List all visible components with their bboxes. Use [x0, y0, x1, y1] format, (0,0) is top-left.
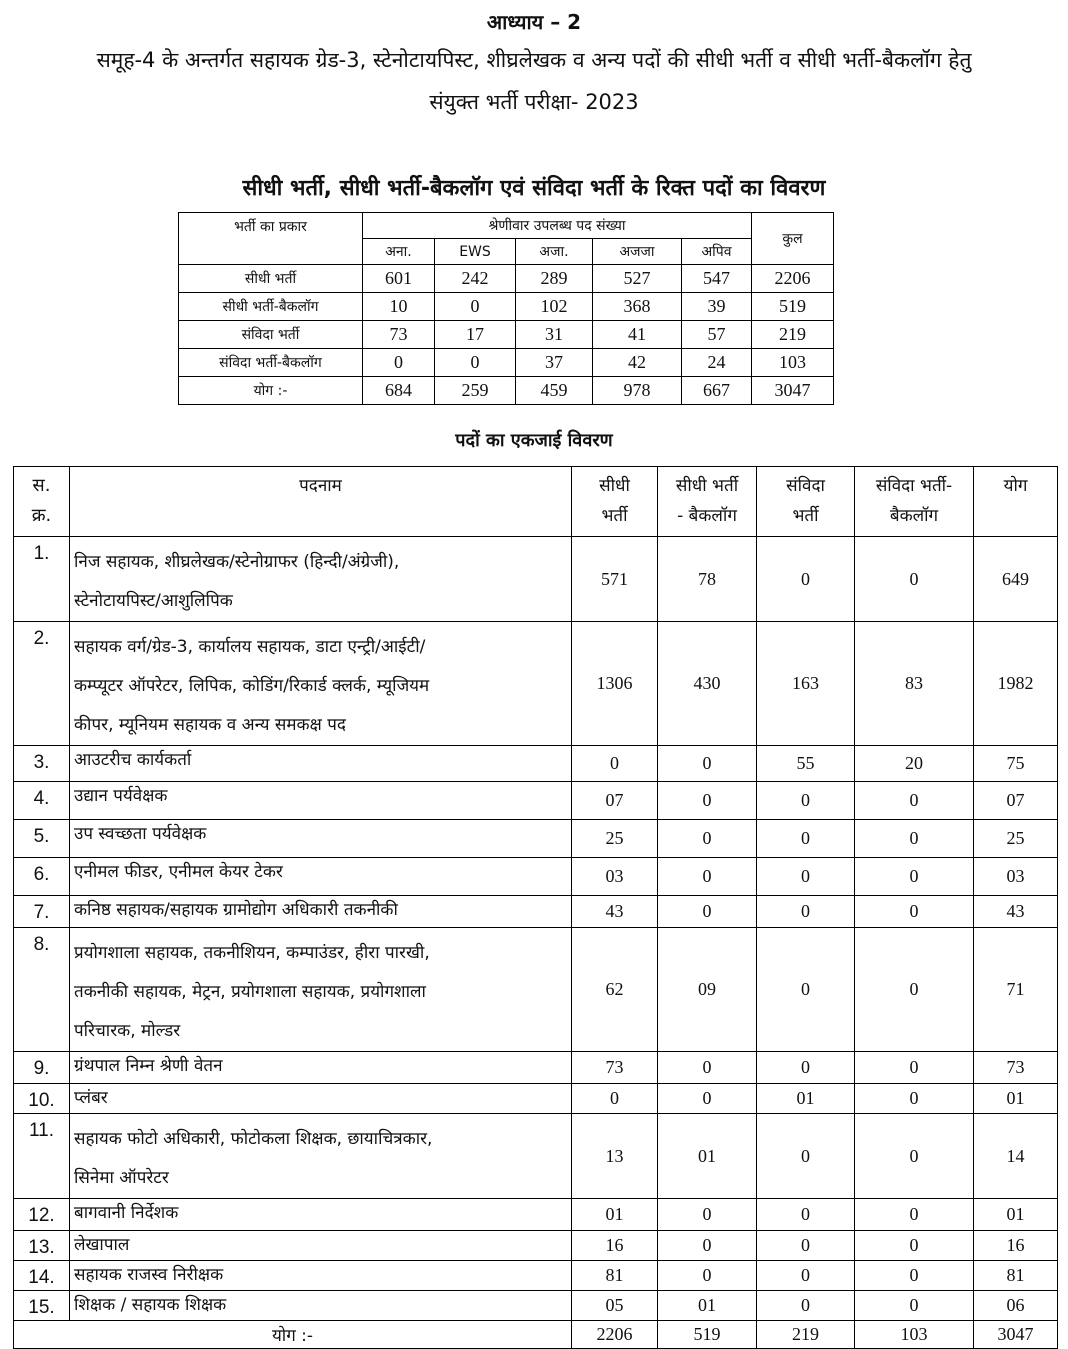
post-count: 0 — [855, 896, 974, 928]
summary-cell: 17 — [435, 321, 516, 349]
summary-cell: 527 — [593, 265, 682, 293]
details-table-title: पदों का एकजाई विवरण — [455, 430, 613, 451]
summary-cell: 601 — [363, 265, 435, 293]
header-line: भर्ती — [601, 506, 628, 526]
post-serial: 13. — [14, 1231, 70, 1261]
post-count: 0 — [757, 896, 855, 928]
post-row — [14, 928, 1058, 1052]
post-count: 43 — [974, 896, 1058, 928]
summary-category: अपिव — [682, 239, 752, 265]
post-row — [14, 1291, 1058, 1321]
post-count: 01 — [658, 1114, 757, 1199]
summary-row — [179, 293, 834, 321]
post-count: 81 — [572, 1261, 658, 1291]
post-serial: 6. — [14, 858, 70, 896]
summary-cell: 259 — [435, 377, 516, 405]
post-name — [70, 1084, 572, 1114]
post-serial: 4. — [14, 782, 70, 820]
post-count: 649 — [974, 537, 1058, 622]
post-count: 1982 — [974, 622, 1058, 746]
summary-cell: 39 — [682, 293, 752, 321]
post-name — [70, 858, 572, 896]
header-line: सीधी भर्ती — [675, 476, 739, 496]
summary-row-label: सीधी भर्ती-बैकलॉग — [179, 293, 363, 321]
post-count: 16 — [572, 1231, 658, 1261]
post-count: 0 — [572, 1084, 658, 1114]
post-row — [14, 820, 1058, 858]
summary-cell: 24 — [682, 349, 752, 377]
post-name — [70, 782, 572, 820]
post-name-line: उप स्वच्छता पर्यवेक्षक — [74, 824, 207, 844]
post-name — [70, 1261, 572, 1291]
post-count: 01 — [757, 1084, 855, 1114]
post-count: 0 — [757, 1291, 855, 1321]
post-count: 0 — [757, 858, 855, 896]
summary-cell: 459 — [516, 377, 593, 405]
summary-row-total: 2206 — [752, 265, 834, 293]
post-row — [14, 1084, 1058, 1114]
post-name-line: कनिष्ठ सहायक/सहायक ग्रामोद्योग अधिकारी तकनीकी — [74, 900, 398, 920]
summary-cell: 57 — [682, 321, 752, 349]
post-name — [70, 928, 572, 1052]
post-count: 0 — [658, 746, 757, 782]
details-table — [13, 466, 1058, 1349]
post-count: 07 — [572, 782, 658, 820]
post-count: 0 — [658, 1052, 757, 1084]
post-count: 1306 — [572, 622, 658, 746]
post-count: 0 — [658, 896, 757, 928]
post-row — [14, 746, 1058, 782]
post-name-line: कीपर, म्यूनियम सहायक व अन्य समकक्ष पद — [74, 715, 346, 735]
post-count: 0 — [658, 858, 757, 896]
post-count: 01 — [572, 1199, 658, 1231]
summary-cell: 37 — [516, 349, 593, 377]
header-serial-line: स. — [32, 475, 51, 496]
post-name-line: एनीमल फीडर, एनीमल केयर टेकर — [74, 862, 283, 882]
summary-cell: 289 — [516, 265, 593, 293]
post-count: 0 — [757, 1231, 855, 1261]
summary-category: अना. — [363, 239, 435, 265]
post-row — [14, 782, 1058, 820]
post-count: 0 — [658, 782, 757, 820]
chapter-heading: आध्याय – 2 — [486, 10, 582, 34]
header-contract — [757, 467, 855, 537]
post-name-line: कम्प्यूटर ऑपरेटर, लिपिक, कोडिंग/रिकार्ड क्लर्क, म्यूजियम — [74, 676, 430, 696]
post-count: 13 — [572, 1114, 658, 1199]
post-count: 09 — [658, 928, 757, 1052]
header-serial — [14, 467, 70, 537]
summary-cell: 31 — [516, 321, 593, 349]
post-count: 430 — [658, 622, 757, 746]
header-contract-backlog — [855, 467, 974, 537]
post-count: 163 — [757, 622, 855, 746]
post-count: 20 — [855, 746, 974, 782]
post-count: 0 — [658, 1231, 757, 1261]
post-serial: 3. — [14, 746, 70, 782]
summary-cell: 73 — [363, 321, 435, 349]
post-count: 73 — [572, 1052, 658, 1084]
summary-header-type: भर्ती का प्रकार — [179, 213, 363, 265]
post-name-line: उद्यान पर्यवेक्षक — [74, 786, 168, 806]
post-count: 0 — [757, 820, 855, 858]
summary-row — [179, 349, 834, 377]
post-row — [14, 1114, 1058, 1199]
post-name-line: निज सहायक, शीघ्रलेखक/स्टेनोग्राफर (हिन्दी/अंग्रेजी), — [74, 552, 400, 572]
summary-cell: 0 — [363, 349, 435, 377]
header-line: सीधी — [599, 476, 630, 496]
header-line: भर्ती — [792, 506, 819, 526]
post-row — [14, 896, 1058, 928]
summary-cell: 102 — [516, 293, 593, 321]
post-name — [70, 1231, 572, 1261]
post-name-line: परिचारक, मोल्डर — [74, 1021, 181, 1041]
post-row — [14, 1052, 1058, 1084]
summary-table — [178, 212, 834, 405]
summary-cell: 368 — [593, 293, 682, 321]
summary-row-total: 3047 — [752, 377, 834, 405]
post-count: 0 — [757, 1052, 855, 1084]
summary-cell: 0 — [435, 349, 516, 377]
details-total-value: 219 — [757, 1321, 855, 1349]
post-name-line: सहायक फोटो अधिकारी, फोटोकला शिक्षक, छायाचित्रकार, — [74, 1129, 433, 1149]
post-serial: 9. — [14, 1052, 70, 1084]
post-count: 0 — [757, 1199, 855, 1231]
post-count: 0 — [855, 1114, 974, 1199]
details-total-value: 2206 — [572, 1321, 658, 1349]
header-serial-line: क्र. — [31, 505, 52, 526]
post-name-line: ग्रंथपाल निम्न श्रेणी वेतन — [74, 1056, 223, 1076]
summary-row-label: सीधी भर्ती — [179, 265, 363, 293]
summary-category: अजा. — [516, 239, 593, 265]
header-post: पदनाम — [70, 467, 572, 537]
post-count: 571 — [572, 537, 658, 622]
post-row — [14, 858, 1058, 896]
post-name-line: बागवानी निर्देशक — [74, 1203, 179, 1223]
post-count: 07 — [974, 782, 1058, 820]
post-count: 0 — [757, 1261, 855, 1291]
post-name — [70, 1199, 572, 1231]
summary-row-total: 219 — [752, 321, 834, 349]
post-row — [14, 622, 1058, 746]
post-serial: 11. — [14, 1114, 70, 1199]
post-count: 0 — [757, 928, 855, 1052]
post-name-line: तकनीकी सहायक, मेट्रन, प्रयोगशाला सहायक, प्रयोगशाला — [74, 982, 426, 1002]
summary-row-label: संविदा भर्ती-बैकलॉग — [179, 349, 363, 377]
post-serial: 12. — [14, 1199, 70, 1231]
post-count: 0 — [757, 1114, 855, 1199]
details-total-value: 103 — [855, 1321, 974, 1349]
post-serial: 1. — [14, 537, 70, 622]
summary-row-total: 519 — [752, 293, 834, 321]
post-name-line: सहायक वर्ग/ग्रेड-3, कार्यालय सहायक, डाटा एन्ट्री/आईटी/ — [74, 637, 426, 657]
summary-cell: 41 — [593, 321, 682, 349]
header-line: संविदा — [786, 476, 825, 496]
post-count: 0 — [855, 1231, 974, 1261]
post-serial: 7. — [14, 896, 70, 928]
header-line: - बैकलॉग — [677, 506, 737, 526]
post-serial: 10. — [14, 1084, 70, 1114]
post-count: 01 — [658, 1291, 757, 1321]
post-name-line: प्रयोगशाला सहायक, तकनीशियन, कम्पाउंडर, हीरा पारखी, — [74, 943, 430, 963]
post-serial: 2. — [14, 622, 70, 746]
post-name-line: शिक्षक / सहायक शिक्षक — [74, 1295, 227, 1315]
summary-cell: 978 — [593, 377, 682, 405]
post-row — [14, 537, 1058, 622]
post-name-line: आउटरीच कार्यकर्ता — [74, 750, 192, 770]
post-count: 73 — [974, 1052, 1058, 1084]
post-count: 01 — [974, 1084, 1058, 1114]
post-count: 0 — [658, 1261, 757, 1291]
post-count: 0 — [855, 858, 974, 896]
post-name — [70, 896, 572, 928]
summary-cell: 547 — [682, 265, 752, 293]
post-count: 16 — [974, 1231, 1058, 1261]
header-direct-backlog — [658, 467, 757, 537]
post-serial: 15. — [14, 1291, 70, 1321]
post-count: 0 — [855, 820, 974, 858]
post-count: 0 — [658, 1084, 757, 1114]
post-name-line: लेखापाल — [74, 1235, 130, 1255]
header-direct — [572, 467, 658, 537]
post-count: 0 — [855, 1291, 974, 1321]
post-count: 0 — [855, 1199, 974, 1231]
post-count: 71 — [974, 928, 1058, 1052]
summary-cell: 684 — [363, 377, 435, 405]
summary-row — [179, 265, 834, 293]
summary-cell: 242 — [435, 265, 516, 293]
post-count: 0 — [855, 928, 974, 1052]
post-name — [70, 537, 572, 622]
post-name-line: सिनेमा ऑपरेटर — [74, 1168, 169, 1188]
post-count: 06 — [974, 1291, 1058, 1321]
post-count: 81 — [974, 1261, 1058, 1291]
post-count: 03 — [974, 858, 1058, 896]
exam-title-line-1: समूह-4 के अन्तर्गत सहायक ग्रेड-3, स्टेनोटायपिस्ट, शीघ्रलेखक व अन्य पदों की सीधी भर्ती व सीधी भर्ती-बैकलॉग हेतु — [96, 48, 972, 72]
post-name — [70, 1291, 572, 1321]
post-count: 05 — [572, 1291, 658, 1321]
post-count: 62 — [572, 928, 658, 1052]
post-name-line: सहायक राजस्व निरीक्षक — [74, 1265, 224, 1285]
header-line: संविदा भर्ती- — [875, 476, 953, 496]
summary-row-total: 103 — [752, 349, 834, 377]
post-count: 0 — [572, 746, 658, 782]
post-count: 25 — [974, 820, 1058, 858]
post-name — [70, 1114, 572, 1199]
summary-cell: 0 — [435, 293, 516, 321]
post-count: 0 — [855, 1261, 974, 1291]
post-count: 0 — [658, 820, 757, 858]
post-count: 0 — [855, 537, 974, 622]
header-line: बैकलॉग — [889, 506, 939, 526]
post-count: 43 — [572, 896, 658, 928]
post-count: 0 — [855, 1084, 974, 1114]
summary-category: अजजा — [593, 239, 682, 265]
post-count: 0 — [855, 782, 974, 820]
post-name — [70, 1052, 572, 1084]
post-serial: 5. — [14, 820, 70, 858]
post-count: 03 — [572, 858, 658, 896]
summary-header-total: कुल — [752, 213, 834, 265]
post-count: 14 — [974, 1114, 1058, 1199]
post-name-line: स्टेनोटायपिस्ट/आशुलिपिक — [74, 591, 233, 611]
post-serial: 8. — [14, 928, 70, 1052]
post-count: 0 — [658, 1199, 757, 1231]
summary-row — [179, 321, 834, 349]
details-total-value: 3047 — [974, 1321, 1058, 1349]
post-row — [14, 1231, 1058, 1261]
post-count: 0 — [757, 537, 855, 622]
summary-cell: 10 — [363, 293, 435, 321]
details-total-label: योग :- — [14, 1321, 572, 1349]
summary-row-label: योग :- — [179, 377, 363, 405]
post-count: 01 — [974, 1199, 1058, 1231]
summary-row — [179, 377, 834, 405]
exam-title-line-2: संयुक्त भर्ती परीक्षा- 2023 — [429, 90, 639, 114]
details-total-value: 519 — [658, 1321, 757, 1349]
post-count: 78 — [658, 537, 757, 622]
post-count: 75 — [974, 746, 1058, 782]
summary-table-title: सीधी भर्ती, सीधी भर्ती-बैकलॉग एवं संविदा भर्ती के रिक्त पदों का विवरण — [242, 176, 826, 201]
post-name-line: प्लंबर — [74, 1088, 108, 1108]
post-name — [70, 820, 572, 858]
summary-header-group: श्रेणीवार उपलब्ध पद संख्या — [363, 213, 752, 239]
post-count: 0 — [855, 1052, 974, 1084]
post-count: 55 — [757, 746, 855, 782]
summary-cell: 42 — [593, 349, 682, 377]
summary-category: EWS — [435, 239, 516, 265]
summary-cell: 667 — [682, 377, 752, 405]
post-count: 25 — [572, 820, 658, 858]
summary-row-label: संविदा भर्ती — [179, 321, 363, 349]
post-serial: 14. — [14, 1261, 70, 1291]
post-name — [70, 622, 572, 746]
post-row — [14, 1199, 1058, 1231]
post-count: 0 — [757, 782, 855, 820]
post-name — [70, 746, 572, 782]
header-total: योग — [974, 467, 1058, 537]
post-row — [14, 1261, 1058, 1291]
post-count: 83 — [855, 622, 974, 746]
